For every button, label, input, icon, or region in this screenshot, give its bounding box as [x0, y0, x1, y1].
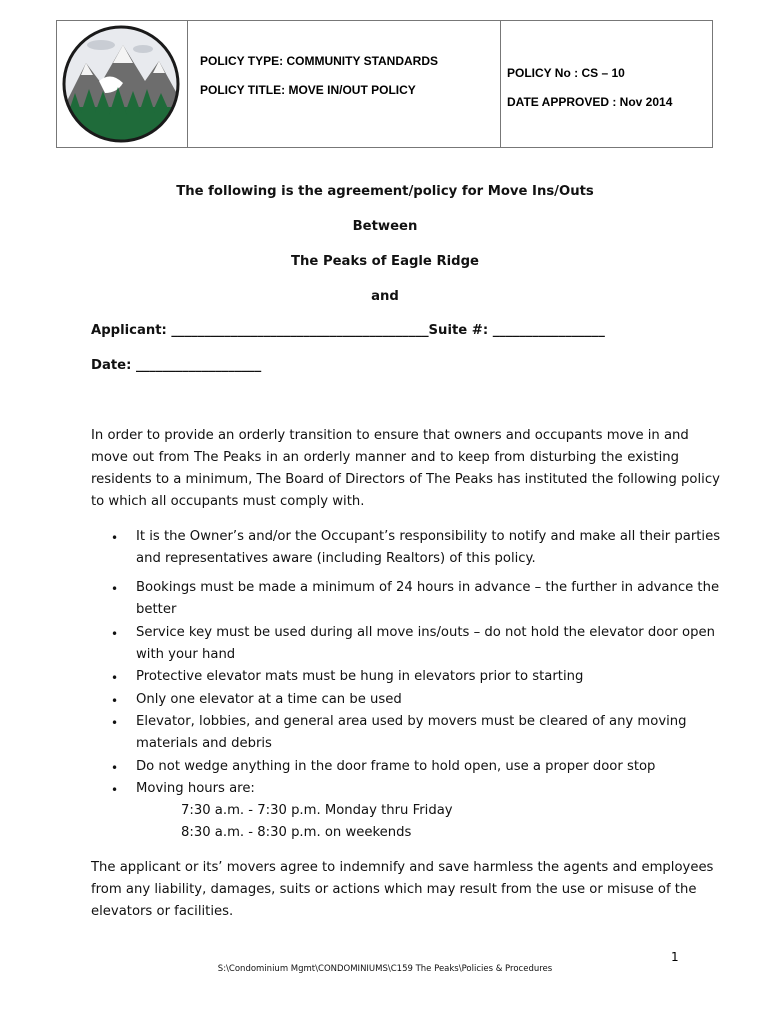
bullet-item: Moving hours are: [136, 781, 255, 796]
bullet-marker: • [111, 716, 119, 730]
agreement-heading: The following is the agreement/policy for Move Ins/Outs [176, 184, 594, 199]
bullet-marker: • [111, 531, 119, 545]
party-name: The Peaks of Eagle Ridge [291, 254, 479, 269]
bullet-marker: • [111, 582, 119, 596]
bullet-marker: • [111, 783, 119, 797]
policy-type: POLICY TYPE: COMMUNITY STANDARDS [200, 54, 439, 68]
bullet-item: It is the Owner’s and/or the Occupant’s responsibility to notify and make all their parties [136, 529, 721, 544]
moving-hours-weekend: 8:30 a.m. - 8:30 p.m. on weekends [181, 825, 412, 840]
applicant-suite-field[interactable]: Applicant: _______________________________________Suite #: _________________ [91, 323, 605, 338]
page-number: 1 [671, 950, 679, 964]
bullet-item-cont: materials and debris [136, 736, 272, 751]
paragraph1-line: move out from The Peaks in an orderly manner and to keep from disturbing the existing [91, 450, 679, 465]
policy-header-box [56, 20, 713, 148]
bullet-marker: • [111, 694, 119, 708]
policy-number: POLICY No : CS – 10 [507, 66, 625, 80]
bullet-item: Elevator, lobbies, and general area used by movers must be cleared of any moving [136, 714, 687, 729]
bullet-marker: • [111, 671, 119, 685]
between-label: Between [352, 219, 418, 234]
paragraph1-line: to which all occupants must comply with. [91, 494, 365, 509]
bullet-item-cont: better [136, 602, 177, 617]
bullet-item-cont: with your hand [136, 647, 236, 662]
bullet-item: Protective elevator mats must be hung in elevators prior to starting [136, 669, 584, 684]
bullet-marker: • [111, 761, 119, 775]
paragraph2-line: The applicant or its’ movers agree to indemnify and save harmless the agents and employees [91, 860, 714, 875]
footer-file-path: S:\Condominium Mgmt\CONDOMINIUMS\C159 The Peaks\Policies & Procedures [217, 964, 553, 974]
header-divider-left [187, 21, 188, 147]
bullet-item: Do not wedge anything in the door frame to hold open, use a proper door stop [136, 759, 656, 774]
date-field[interactable]: Date: ___________________ [91, 358, 262, 373]
bullet-item: Only one elevator at a time can be used [136, 692, 402, 707]
bullet-marker: • [111, 627, 119, 641]
moving-hours-weekday: 7:30 a.m. - 7:30 p.m. Monday thru Friday [181, 803, 453, 818]
and-label: and [371, 289, 399, 304]
paragraph2-line: from any liability, damages, suits or actions which may result from the use or misuse of the [91, 882, 697, 897]
peaks-logo-icon [61, 23, 181, 145]
date-approved: DATE APPROVED : Nov 2014 [507, 95, 673, 109]
bullet-item: Bookings must be made a minimum of 24 hours in advance – the further in advance the [136, 580, 720, 595]
bullet-item: Service key must be used during all move ins/outs – do not hold the elevator door open [136, 625, 715, 640]
paragraph1-line: residents to a minimum, The Board of Directors of The Peaks has instituted the following policy [91, 472, 720, 487]
paragraph1-line: In order to provide an orderly transition to ensure that owners and occupants move in and [91, 428, 689, 443]
paragraph2-line: elevators or facilities. [91, 904, 234, 919]
policy-title: POLICY TITLE: MOVE IN/OUT POLICY [200, 83, 416, 97]
header-divider-right [500, 21, 501, 147]
bullet-item-cont: and representatives aware (including Realtors) of this policy. [136, 551, 536, 566]
